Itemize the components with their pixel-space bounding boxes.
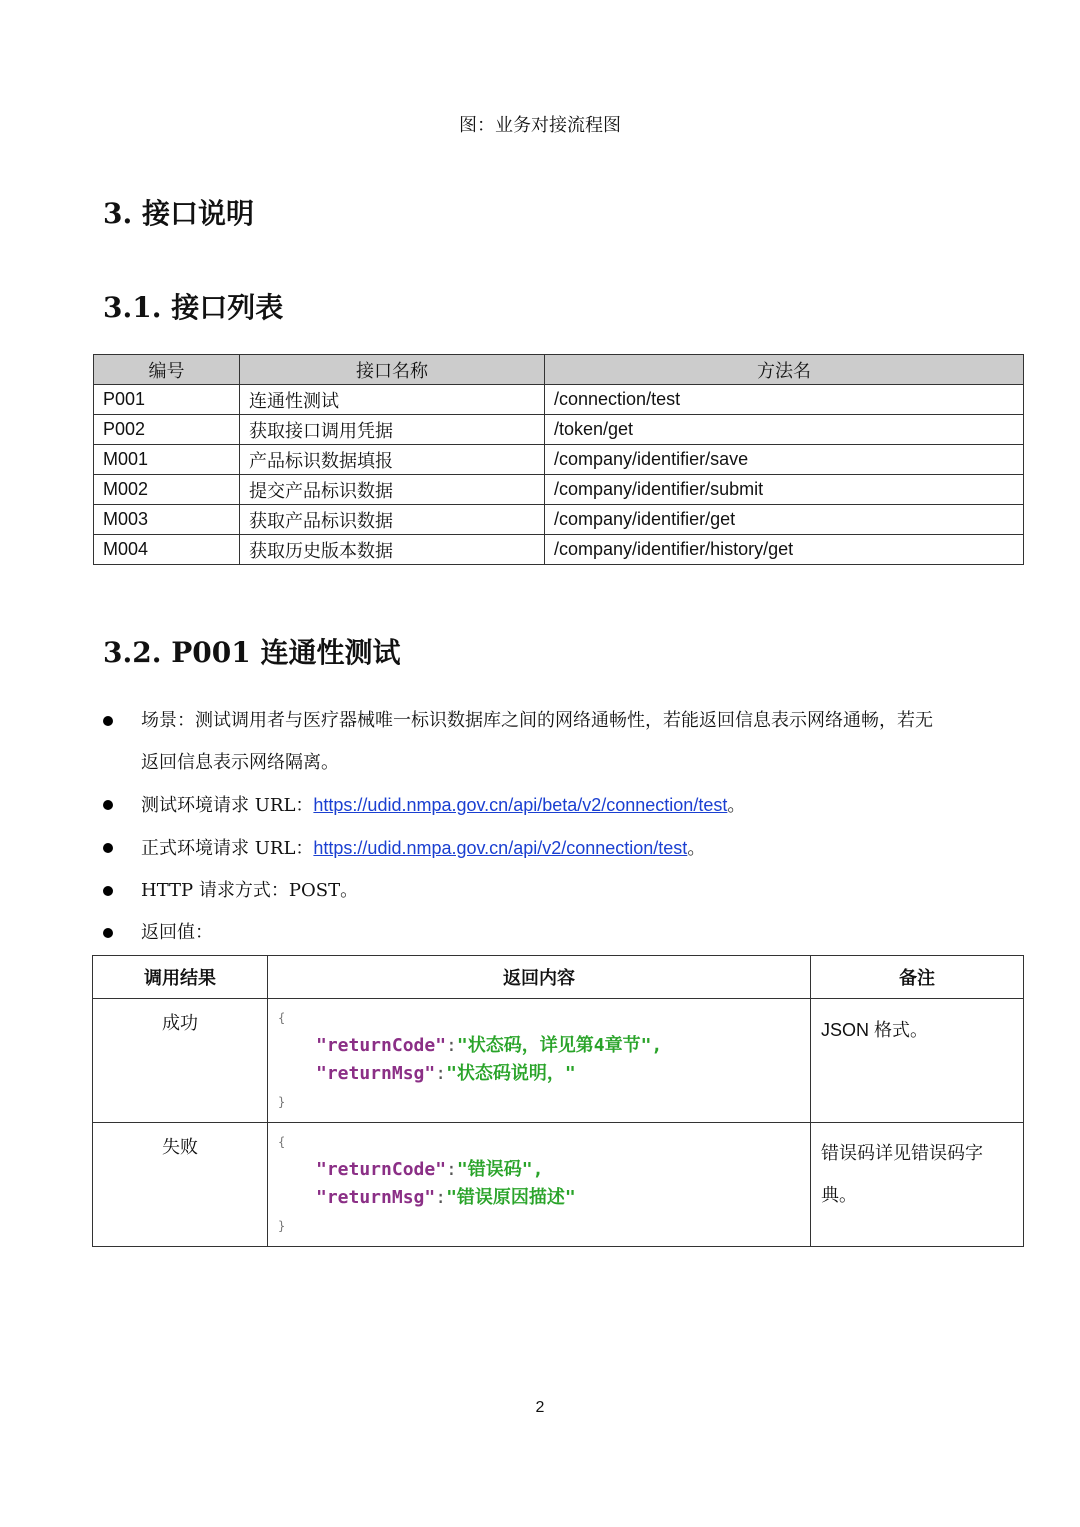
code-line — [278, 1060, 810, 1088]
cell-id: M001 — [94, 445, 240, 475]
json-key: "returnMsg" — [316, 1187, 436, 1208]
bullet-icon — [103, 928, 113, 938]
prod-url-label: 正式环境请求 URL： — [141, 838, 314, 859]
bullet-list — [103, 700, 1003, 954]
brace-close: } — [278, 1095, 286, 1109]
test-url-link[interactable]: https://udid.nmpa.gov.cn/api/beta/v2/connection/test — [313, 795, 728, 815]
bullet-icon — [103, 716, 113, 726]
result-cell: 失败 — [93, 1123, 268, 1247]
cell-id: M002 — [94, 475, 240, 505]
section-3-heading: 3. 接口说明 — [103, 197, 254, 230]
code-block — [268, 999, 811, 1123]
table-row — [93, 1123, 1024, 1247]
json-key: "returnCode" — [316, 1159, 447, 1180]
header-content: 返回内容 — [268, 956, 811, 999]
return-value-table — [92, 955, 1024, 1247]
header-note: 备注 — [811, 956, 1024, 999]
test-url-label: 测试环境请求 URL： — [141, 795, 314, 816]
list-item — [103, 784, 1003, 827]
list-item — [103, 870, 1003, 912]
header-result: 调用结果 — [93, 956, 268, 999]
list-item — [103, 912, 1003, 954]
table-header-row — [93, 956, 1024, 999]
table-row — [94, 535, 1024, 565]
json-key: "returnCode" — [316, 1035, 447, 1056]
cell-id: M004 — [94, 535, 240, 565]
bullet-icon — [103, 800, 113, 810]
scene-line-1: 场景：测试调用者与医疗器械唯一标识数据库之间的网络通畅性，若能返回信息表示网络通畅，若无 — [141, 710, 933, 731]
list-item — [103, 827, 1003, 870]
json-value: "错误原因描述" — [446, 1187, 576, 1208]
bullet-icon — [103, 886, 113, 896]
table-row — [94, 445, 1024, 475]
json-colon: : — [446, 1035, 457, 1056]
cell-name: 获取产品标识数据 — [240, 505, 545, 535]
section-3-2-heading: 3.2. P001 连通性测试 — [103, 636, 401, 669]
cell-id: P002 — [94, 415, 240, 445]
cell-id: P001 — [94, 385, 240, 415]
cell-name: 获取接口调用凭据 — [240, 415, 545, 445]
cell-method: /company/identifier/get — [545, 505, 1024, 535]
table-row — [94, 505, 1024, 535]
json-colon: : — [446, 1159, 457, 1180]
table-row — [93, 999, 1024, 1123]
bullet-icon — [103, 843, 113, 853]
cell-method: /token/get — [545, 415, 1024, 445]
table-row — [94, 475, 1024, 505]
return-value-label: 返回值： — [141, 922, 213, 943]
punct: 。 — [687, 838, 706, 859]
cell-id: M003 — [94, 505, 240, 535]
json-value: "状态码，详见第4章节", — [456, 1035, 663, 1056]
figure-caption: 图：业务对接流程图 — [459, 115, 621, 136]
header-method: 方法名 — [545, 355, 1024, 385]
result-cell: 成功 — [93, 999, 268, 1123]
cell-name: 产品标识数据填报 — [240, 445, 545, 475]
brace-open: { — [278, 1011, 286, 1025]
prod-url-link[interactable]: https://udid.nmpa.gov.cn/api/v2/connection/test — [313, 838, 688, 858]
code-line — [278, 1184, 810, 1212]
table-row — [94, 385, 1024, 415]
scene-line-2: 返回信息表示网络隔离。 — [141, 752, 339, 773]
code-line — [278, 1156, 810, 1184]
cell-method: /company/identifier/submit — [545, 475, 1024, 505]
section-3-1-heading: 3.1. 接口列表 — [103, 291, 284, 324]
code-block — [268, 1123, 811, 1247]
header-name: 接口名称 — [240, 355, 545, 385]
cell-method: /connection/test — [545, 385, 1024, 415]
list-item — [103, 700, 1003, 784]
cell-name: 连通性测试 — [240, 385, 545, 415]
cell-name: 获取历史版本数据 — [240, 535, 545, 565]
code-line — [278, 1032, 810, 1060]
table-row — [94, 415, 1024, 445]
cell-method: /company/identifier/history/get — [545, 535, 1024, 565]
api-list-table — [93, 354, 1024, 565]
json-colon: : — [435, 1063, 447, 1084]
json-value: "状态码说明，" — [446, 1063, 576, 1084]
brace-open: { — [278, 1135, 286, 1149]
http-method-text: HTTP 请求方式：POST。 — [141, 880, 359, 901]
cell-method: /company/identifier/save — [545, 445, 1024, 475]
punct: 。 — [727, 795, 746, 816]
note-cell: JSON 格式。 — [811, 999, 1024, 1123]
json-value: "错误码", — [456, 1159, 544, 1180]
cell-name: 提交产品标识数据 — [240, 475, 545, 505]
json-key: "returnMsg" — [316, 1063, 436, 1084]
json-colon: : — [435, 1187, 447, 1208]
header-id: 编号 — [94, 355, 240, 385]
brace-close: } — [278, 1219, 286, 1233]
table-header-row — [94, 355, 1024, 385]
note-cell: 错误码详见错误码字典。 — [811, 1123, 1024, 1247]
page-number: 2 — [535, 1399, 545, 1416]
